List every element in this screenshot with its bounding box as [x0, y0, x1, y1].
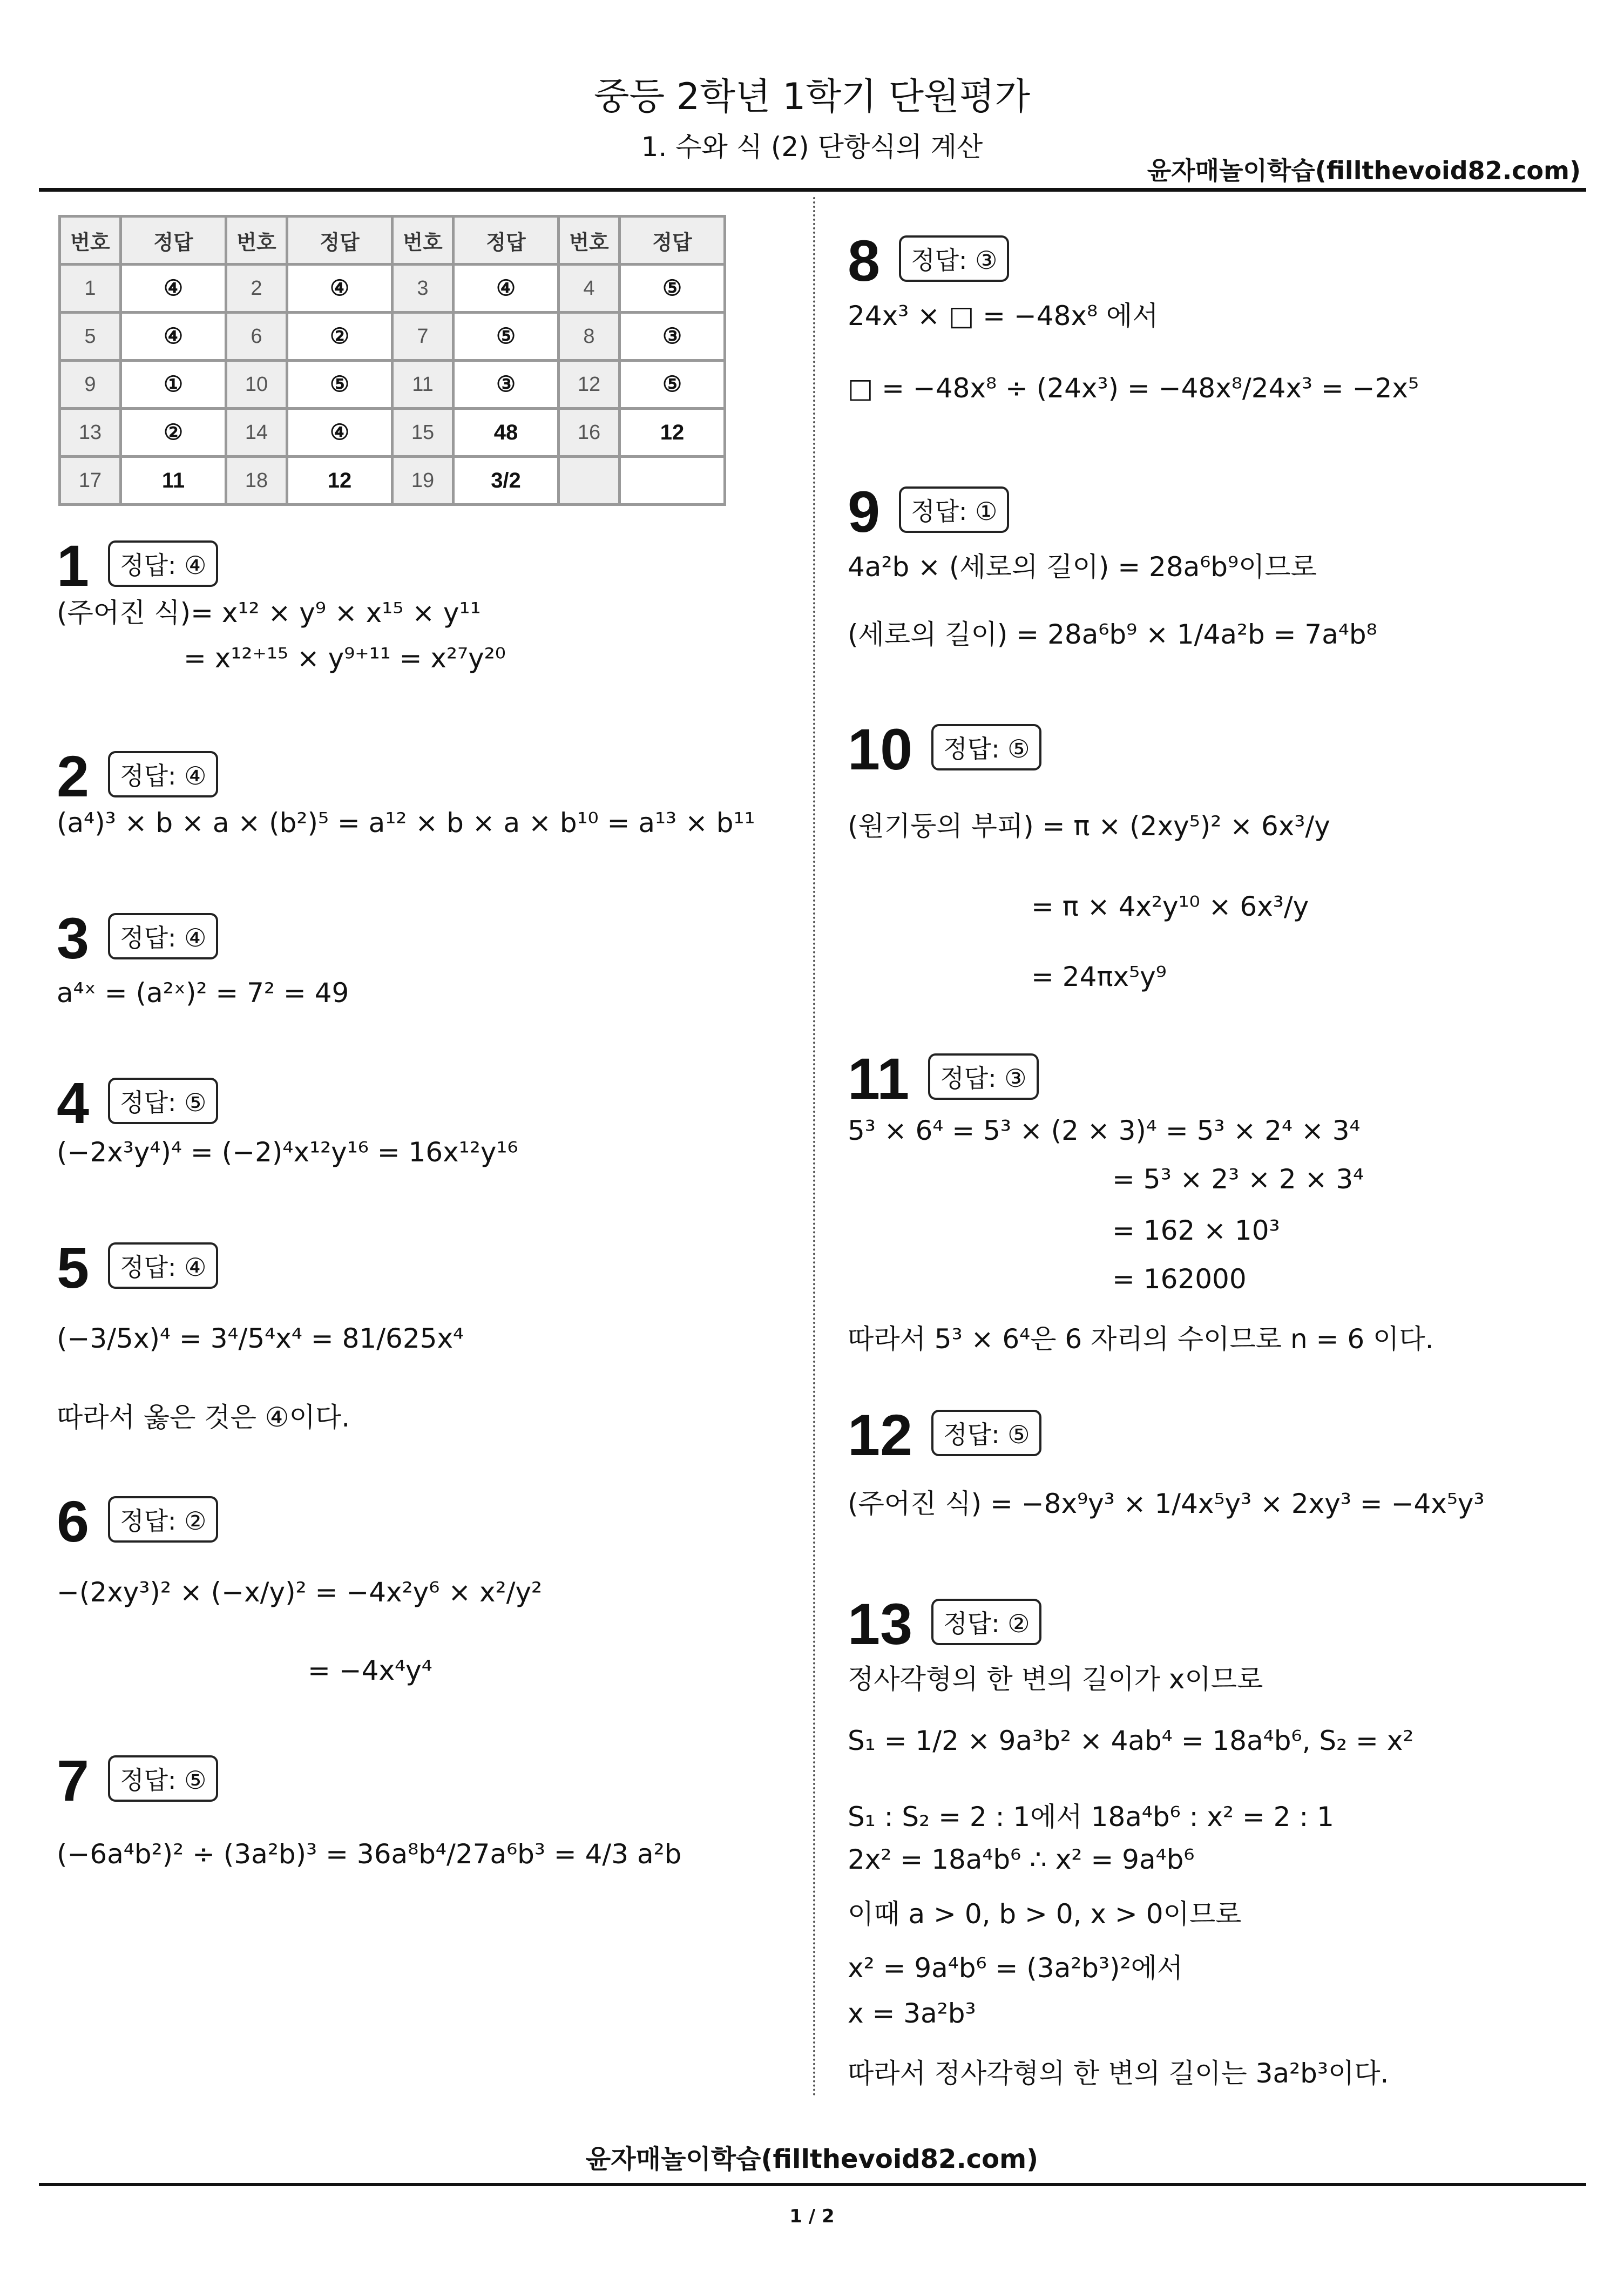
table-row	[60, 313, 725, 361]
solution-3	[57, 904, 218, 972]
cell-answer: ④	[121, 265, 226, 313]
header-number: 번호	[393, 217, 454, 265]
table-row	[60, 457, 725, 505]
cell-answer: 12	[620, 409, 725, 457]
question-number: 9	[848, 479, 881, 544]
cell-answer	[620, 457, 725, 505]
question-number: 1	[57, 533, 90, 598]
solution-line: S₁ : S₂ = 2 : 1에서 18a⁴b⁶ : x² = 2 : 1	[848, 1801, 1334, 1833]
cell-number: 11	[393, 361, 454, 409]
solution-line: 따라서 5³ × 6⁴은 6 자리의 수이므로 n = 6 이다.	[848, 1323, 1434, 1355]
cell-answer: ⑤	[287, 361, 393, 409]
cell-answer: ④	[121, 313, 226, 361]
solution-line: □ = −48x⁸ ÷ (24x³) = −48x⁸/24x³ = −2x⁵	[848, 373, 1419, 404]
solution-4	[57, 1069, 218, 1137]
solution-line: 4a²b × (세로의 길이) = 28a⁶b⁹이므로	[848, 551, 1317, 583]
cell-number: 10	[226, 361, 287, 409]
cell-answer: ④	[287, 409, 393, 457]
header-number: 번호	[559, 217, 620, 265]
solution-line: (주어진 식) = −8x⁹y³ × 1/4x⁵y³ × 2xy³ = −4x⁵y³	[848, 1488, 1485, 1519]
solution-line: S₁ = 1/2 × 9a³b² × 4ab⁴ = 18a⁴b⁶, S₂ = x²	[848, 1725, 1414, 1756]
cell-number: 2	[226, 265, 287, 313]
header-answer: 정답	[121, 217, 226, 265]
cell-answer: 12	[287, 457, 393, 505]
cell-answer: ③	[454, 361, 559, 409]
header-answer: 정답	[454, 217, 559, 265]
solution-10	[848, 715, 1041, 783]
brand-header: 윤자매놀이학습(fillthevoid82.com)	[1147, 156, 1581, 185]
table-row	[60, 361, 725, 409]
solution-line: (a⁴)³ × b × a × (b²)⁵ = a¹² × b × a × b¹⁰ = a¹³ × b¹¹	[57, 807, 755, 839]
solution-line: (세로의 길이) = 28a⁶b⁹ × 1/4a²b = 7a⁴b⁸	[848, 619, 1377, 650]
solution-2	[57, 742, 218, 810]
solution-8	[848, 227, 1009, 294]
page-title: 중등 2학년 1학기 단원평가	[593, 76, 1031, 118]
question-number: 5	[57, 1235, 90, 1300]
question-number: 10	[848, 716, 913, 782]
cell-number: 12	[559, 361, 620, 409]
solution-13	[848, 1590, 1041, 1658]
table-row	[60, 265, 725, 313]
cell-answer: ⑤	[454, 313, 559, 361]
cell-answer: 11	[121, 457, 226, 505]
question-number: 11	[848, 1046, 910, 1111]
cell-answer: 48	[454, 409, 559, 457]
brand-footer: 윤자매놀이학습(fillthevoid82.com)	[585, 2144, 1039, 2174]
solution-1	[57, 532, 218, 599]
solution-11	[848, 1045, 1039, 1112]
column-divider	[813, 197, 815, 2098]
answer-badge: 정답: ④	[108, 1242, 218, 1289]
cell-number: 3	[393, 265, 454, 313]
question-number: 6	[57, 1489, 90, 1554]
cell-answer: ②	[287, 313, 393, 361]
header-rule	[39, 188, 1586, 192]
cell-number: 4	[559, 265, 620, 313]
solution-line: 정사각형의 한 변의 길이가 x이므로	[848, 1664, 1263, 1695]
solution-line: (−6a⁴b²)² ÷ (3a²b)³ = 36a⁸b⁴/27a⁶b³ = 4/3 a²b	[57, 1838, 682, 1870]
question-number: 2	[57, 743, 90, 809]
cell-number: 8	[559, 313, 620, 361]
solution-line: 따라서 옳은 것은 ④이다.	[57, 1402, 350, 1433]
question-number: 3	[57, 905, 90, 971]
solution-line: (주어진 식)= x¹² × y⁹ × x¹⁵ × y¹¹	[57, 597, 481, 628]
footer-rule	[39, 2183, 1586, 2186]
solution-line: = 162000	[1112, 1263, 1247, 1295]
header-answer: 정답	[287, 217, 393, 265]
solution-line: = π × 4x²y¹⁰ × 6x³/y	[1031, 891, 1309, 922]
solution-line: = 162 × 10³	[1112, 1215, 1280, 1246]
cell-number: 1	[60, 265, 121, 313]
answer-badge: 정답: ⑤	[931, 1410, 1041, 1456]
cell-answer: ⑤	[620, 361, 725, 409]
solution-7	[57, 1747, 218, 1814]
question-number: 12	[848, 1402, 913, 1468]
cell-number: 9	[60, 361, 121, 409]
answer-badge: 정답: ③	[899, 235, 1009, 282]
solution-line: x = 3a²b³	[848, 1998, 976, 2029]
solution-line: = 5³ × 2³ × 2 × 3⁴	[1112, 1164, 1364, 1195]
answer-table-header	[60, 217, 725, 265]
table-row	[60, 409, 725, 457]
solution-line: 이때 a > 0, b > 0, x > 0이므로	[848, 1898, 1242, 1930]
cell-number: 13	[60, 409, 121, 457]
answer-badge: 정답: ④	[108, 540, 218, 587]
cell-answer: ②	[121, 409, 226, 457]
cell-answer: ④	[287, 265, 393, 313]
cell-answer: ③	[620, 313, 725, 361]
cell-number: 15	[393, 409, 454, 457]
question-number: 4	[57, 1070, 90, 1135]
cell-number: 16	[559, 409, 620, 457]
answer-badge: 정답: ③	[928, 1053, 1038, 1100]
question-number: 7	[57, 1748, 90, 1813]
cell-number: 6	[226, 313, 287, 361]
page-number: 1 / 2	[789, 2206, 835, 2227]
answer-badge: 정답: ④	[108, 751, 218, 797]
solution-line: a⁴ˣ = (a²ˣ)² = 7² = 49	[57, 977, 349, 1009]
answer-badge: 정답: ⑤	[108, 1755, 218, 1802]
cell-answer: 3/2	[454, 457, 559, 505]
solution-line: = 24πx⁵y⁹	[1031, 961, 1167, 992]
page-subtitle: 1. 수와 식 (2) 단항식의 계산	[641, 131, 983, 163]
solution-6	[57, 1488, 218, 1555]
solution-12	[848, 1401, 1041, 1469]
cell-answer: ④	[454, 265, 559, 313]
header-number: 번호	[226, 217, 287, 265]
answer-badge: 정답: ②	[108, 1496, 218, 1543]
answer-table	[58, 215, 726, 506]
cell-number: 17	[60, 457, 121, 505]
header-answer: 정답	[620, 217, 725, 265]
cell-number	[559, 457, 620, 505]
solution-line: (−2x³y⁴)⁴ = (−2)⁴x¹²y¹⁶ = 16x¹²y¹⁶	[57, 1137, 518, 1168]
solution-line: (−3/5x)⁴ = 3⁴/5⁴x⁴ = 81/625x⁴	[57, 1323, 464, 1354]
solution-line: 2x² = 18a⁴b⁶ ∴ x² = 9a⁴b⁶	[848, 1844, 1195, 1875]
cell-number: 19	[393, 457, 454, 505]
solution-line: = −4x⁴y⁴	[308, 1655, 432, 1686]
question-number: 13	[848, 1591, 913, 1657]
solution-line: −(2xy³)² × (−x/y)² = −4x²y⁶ × x²/y²	[57, 1577, 543, 1608]
cell-number: 7	[393, 313, 454, 361]
cell-number: 5	[60, 313, 121, 361]
question-number: 8	[848, 228, 881, 293]
solution-5	[57, 1234, 218, 1301]
answer-badge: 정답: ①	[899, 486, 1009, 533]
solution-line: = x¹²⁺¹⁵ × y⁹⁺¹¹ = x²⁷y²⁰	[184, 643, 506, 674]
cell-answer: ⑤	[620, 265, 725, 313]
solution-line: (원기둥의 부피) = π × (2xy⁵)² × 6x³/y	[848, 810, 1330, 842]
answer-badge: 정답: ②	[931, 1599, 1041, 1645]
answer-badge: 정답: ④	[108, 913, 218, 959]
cell-number: 14	[226, 409, 287, 457]
solution-line: 따라서 정사각형의 한 변의 길이는 3a²b³이다.	[848, 2058, 1389, 2089]
solution-line: 24x³ × □ = −48x⁸ 에서	[848, 300, 1159, 332]
cell-answer: ①	[121, 361, 226, 409]
header-number: 번호	[60, 217, 121, 265]
cell-number: 18	[226, 457, 287, 505]
answer-badge: 정답: ⑤	[108, 1078, 218, 1124]
solution-line: x² = 9a⁴b⁶ = (3a²b³)²에서	[848, 1952, 1183, 1984]
solution-9	[848, 478, 1009, 545]
answer-badge: 정답: ⑤	[931, 724, 1041, 770]
solution-line: 5³ × 6⁴ = 5³ × (2 × 3)⁴ = 5³ × 2⁴ × 3⁴	[848, 1115, 1361, 1146]
